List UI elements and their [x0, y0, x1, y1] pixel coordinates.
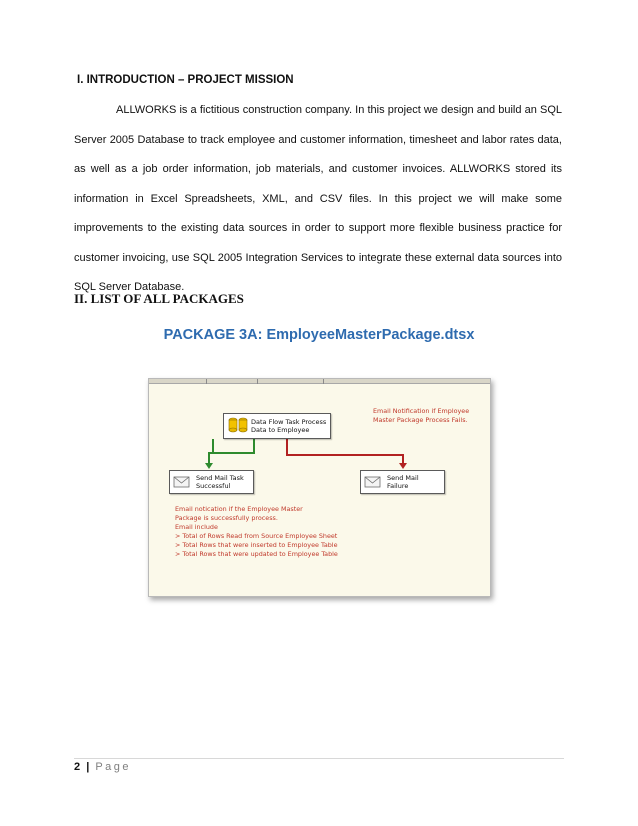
success-arrowhead — [205, 463, 213, 469]
page-label: Page — [95, 761, 132, 773]
send-mail-success-label: Send Mail Task Successful — [196, 474, 244, 490]
page-number: 2 — [74, 761, 81, 773]
send-mail-success-task[interactable] — [169, 470, 254, 494]
section-heading-introduction: I. INTRODUCTION – PROJECT MISSION — [77, 74, 294, 86]
package-title: PACKAGE 3A: EmployeeMasterPackage.dtsx — [163, 327, 475, 343]
send-mail-failure-task[interactable] — [360, 470, 445, 494]
success-annotation: Email notication if the Employee Master Package is successfully process. Email include > Total of Rows Read from Source Employee Sheet > Total Rows that were inserted to Employee Table > Total Rows that were updated to Employee Table — [175, 505, 338, 558]
data-flow-task[interactable] — [223, 413, 331, 439]
mail-icon — [173, 475, 191, 489]
mail-icon — [364, 475, 382, 489]
introduction-paragraph: ALLWORKS is a fictitious construction company. In this project we design and build an SQL Server 2005 Database to track employee and customer information, timesheet and labor rates data, as well as a job order information, job materials, and customer invoices. ALLWORKS stored its information in Excel Spreadsheets, XML, and CSV files. In this project we will make some improvements to the existing data sources in order to support more flexible business practice for customer invoicing, use SQL 2005 Integration Services to integrate these external data sources into SQL Server Database. — [74, 104, 562, 293]
database-cylinders-icon — [227, 417, 249, 435]
failure-annotation: Email Notification if Employee Master Package Process Fails. — [373, 407, 470, 424]
section-heading-packages: II. LIST OF ALL PACKAGES — [74, 291, 244, 306]
failure-constraint-arrow[interactable] — [287, 439, 403, 467]
failure-arrowhead — [399, 463, 407, 469]
send-mail-failure-label: Send Mail Failure — [387, 474, 419, 490]
data-flow-task-label: Data Flow Task Process Data to Employee — [251, 418, 327, 434]
footer-divider — [74, 758, 564, 759]
ssis-control-flow-diagram — [148, 378, 491, 597]
page-footer — [74, 761, 131, 773]
footer-separator: | — [86, 761, 90, 773]
